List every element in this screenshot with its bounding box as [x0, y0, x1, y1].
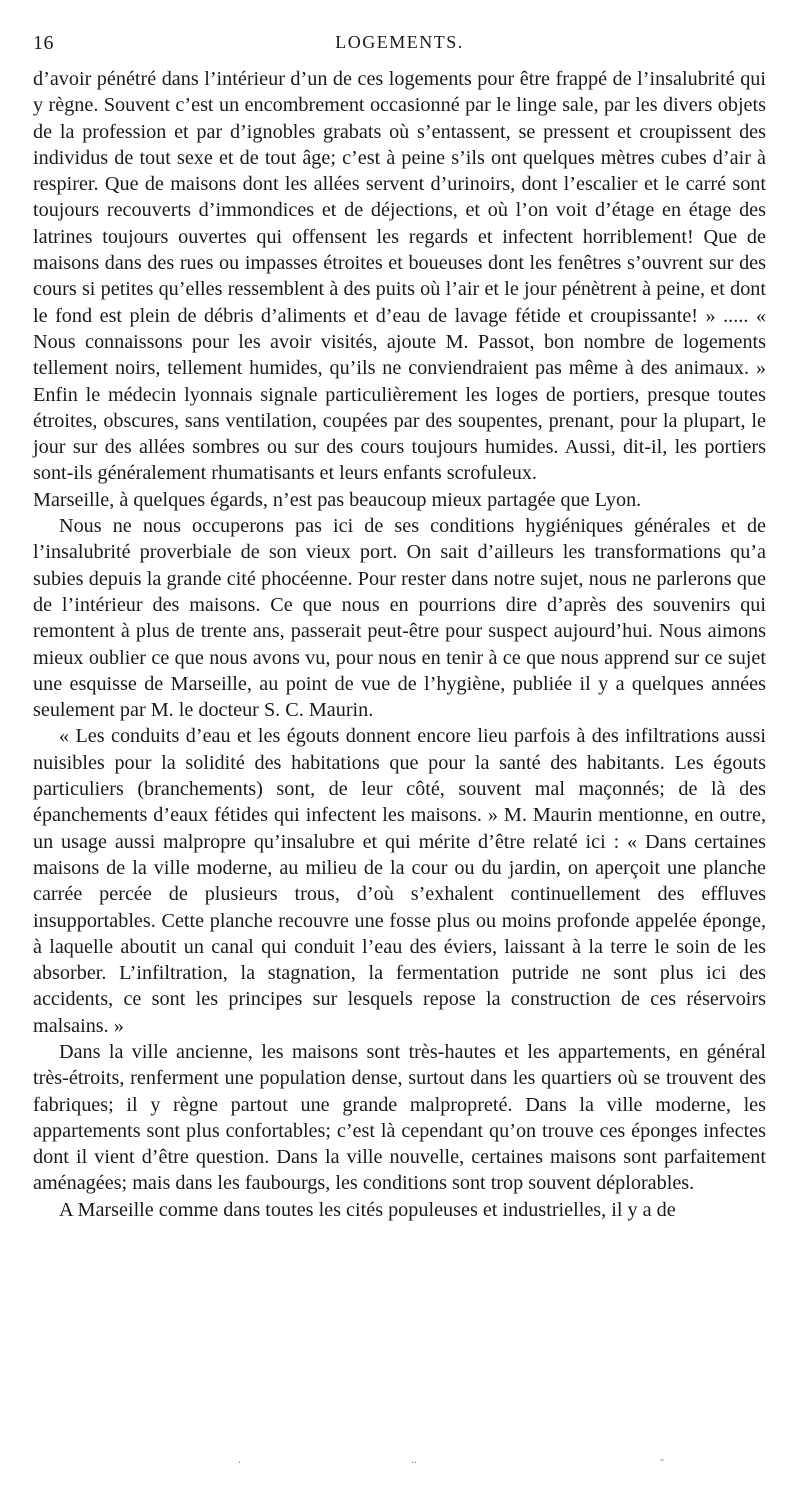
footer-marks [0, 1452, 800, 1472]
footer-mark: - [660, 1452, 664, 1466]
paragraph-hygiene: Nous ne nous occuperons pas ici de ses conditions hygiéniques générales et de l’insalubrité proverbiale de son vieux port. On sait d’ailleurs les transformations qu’a subies depuis la grande cité phocéenne. Pour rester dans notre sujet, nous ne parlerons que de l’intérieur des maisons. Ce que nous en pourrions dire d’après des souvenirs qui remontent à plus de trente ans, passerait peut-être pour suspect aujourd’hui. Nous aimons mieux oublier ce que nous avons vu, pour nous en tenir à ce que nous apprend sur ce sujet une esquisse de Marseille, au point de vue de l’hygiène, publiée il y a quelques années seulement par M. le docteur S. C. Maurin. [33, 515, 766, 722]
paragraph-continued: d’avoir pénétré dans l’intérieur d’un de ces logements pour être frappé de l’insalubrité qui y règne. Souvent c’est un encombrement occasionné par le linge sale, par les divers objets de la profession et par d’ignobles grabats où s’entassent, se pressent et croupissent des individus de tout sexe et de tout âge; c’est à peine s’ils ont quelques mètres cubes d’air à respirer. Que de maisons dont les allées servent d’urinoirs, dont l’escalier et le carré sont toujours recouverts d’immondices et de déjections, et où l’on voit d’étage en étage des latrines toujours ouvertes qui offensent les regards et infectent horriblement! Que de maisons dans des rues ou impasses étroites et boueuses dont les fenêtres s’ouvrent sur des cours si petites qu’elles ressemblent à des puits où l’air et le jour pénètrent à peine, et dont le fond est plein de débris d’aliments et d’eau de lavage fétide et croupissante! » ..... « Nous connaissons pour les avoir visités, ajoute M. Passot, bon nombre de logements tellement noirs, tellement humides, qu’ils ne conviendraient pas même à des animaux. » Enfin le médecin lyonnais signale particulièrement les loges de portiers, presque toutes étroites, obscures, sans ventilation, coupées par des soupentes, prenant, pour la plupart, le jour sur des allées sombres ou sur des cours toujours humides. Aussi, dit-il, les portiers sont-ils généralement rhumatisants et leurs enfants scrofuleux. [33, 68, 766, 485]
page-body [33, 66, 766, 1223]
running-title: LOGEMENTS. [335, 32, 464, 52]
page-header [33, 30, 766, 58]
footer-mark: .. [411, 1452, 417, 1466]
paragraph-marseille-intro: Marseille, à quelques égards, n’est pas beaucoup mieux partagée que Lyon. [33, 488, 642, 511]
paragraph-closing: A Marseille comme dans toutes les cités populeuses et industrielles, il y a de [59, 1198, 676, 1221]
paragraph-old-town: Dans la ville ancienne, les maisons sont très-hautes et les appartements, en général très-étroits, renferment une population dense, surtout dans les quartiers où se trouvent des fabriques; il y règne partout une grande malpropreté. Dans la ville moderne, les appartements sont plus confortables; c’est là cependant qu’on trouve ces éponges infectes dont il vient d’être question. Dans la ville nouvelle, certaines maisons sont parfaitement aménagées; mais dans les faubourgs, les conditions sont trop souvent déplorables. [33, 1040, 766, 1195]
footer-mark: . [238, 1452, 241, 1466]
paragraph-maurin-quote: « Les conduits d’eau et les égouts donnent encore lieu parfois à des infiltrations aussi nuisibles pour la solidité des habitations que pour la santé des habitants. Les égouts particuliers (branchements) sont, de leur côté, souvent mal maçonnés; de là des épanchements d’eaux fétides qui infectent les maisons. » M. Maurin mentionne, en outre, un usage aussi malpropre qu’insalubre et qui mérite d’être relaté ici : « Dans certaines maisons de la ville moderne, au milieu de la cour ou du jardin, on aperçoit une planche carrée percée de plusieurs trous, d’où s’exhalent continuellement des effluves insupportables. Cette planche recouvre une fosse plus ou moins profonde appelée éponge, à laquelle aboutit un canal qui conduit l’eau des éviers, laissant à la terre le soin de les absorber. L’infiltration, la stagnation, la fermentation putride ne sont plus ici des accidents, ce sont les principes sur lesquels repose la construction de ces réservoirs malsains. » [33, 725, 766, 1037]
page-number: 16 [33, 32, 54, 54]
